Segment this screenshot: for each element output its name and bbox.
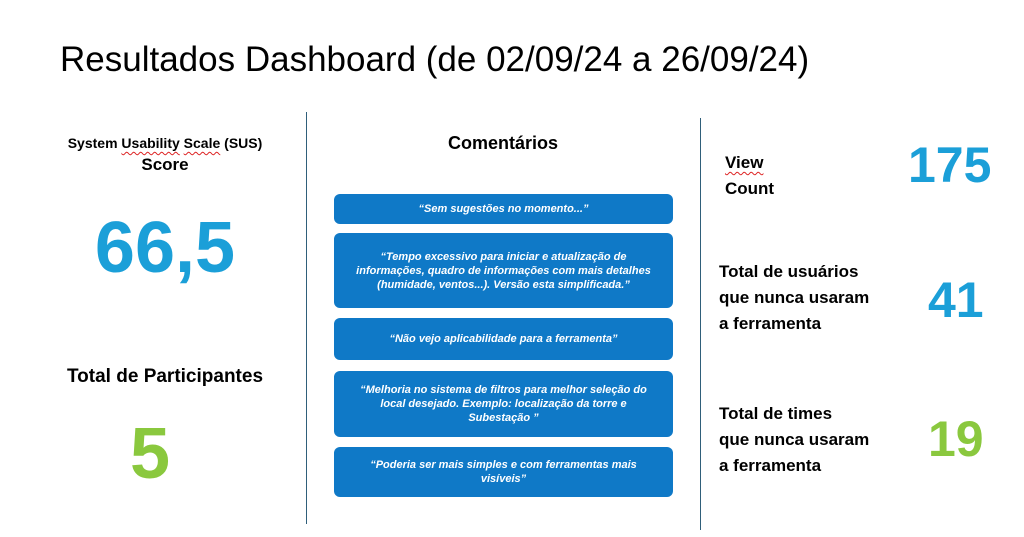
- teams-never-used-value: 19: [928, 411, 984, 467]
- page-title: Resultados Dashboard (de 02/09/24 a 26/09/24): [60, 40, 810, 79]
- sus-title-word: Scale: [183, 135, 221, 151]
- teams-never-used-label: [719, 401, 869, 479]
- view-count-label-line: View: [725, 153, 764, 172]
- sus-score-value: 66,5: [94, 208, 236, 288]
- sus-title: [40, 134, 290, 152]
- users-label-line: Total de usuários: [719, 262, 859, 281]
- column-divider-left: [306, 112, 307, 524]
- comments-title: Comentários: [447, 133, 559, 153]
- participants-value: 5: [129, 414, 171, 494]
- users-label-line: a ferramenta: [719, 314, 822, 333]
- view-count-value: 175: [908, 137, 992, 193]
- column-divider-right: [700, 118, 701, 530]
- comment-box: “Melhoria no sistema de filtros para melhor seleção do local desejado. Exemplo: localização da torre e Subestação ”: [334, 371, 673, 437]
- sus-score-label: Score: [141, 155, 189, 174]
- sus-title-word: (SUS): [224, 135, 263, 151]
- teams-label-line: Total de times: [719, 404, 833, 423]
- comment-box: “Não vejo aplicabilidade para a ferramenta”: [334, 318, 673, 360]
- view-count-label-line: Count: [725, 179, 775, 198]
- users-label-line: que nunca usaram: [719, 288, 870, 307]
- comment-box: “Sem sugestões no momento...”: [334, 194, 673, 224]
- users-never-used-value: 41: [928, 272, 984, 328]
- comment-box: “Tempo excessivo para iniciar e atualização de informações, quadro de informações com mais detalhes (humidade, ventos...). Versão esta simplificada.”: [334, 233, 673, 308]
- comment-box: “Poderia ser mais simples e com ferramentas mais visíveis”: [334, 447, 673, 497]
- teams-label-line: que nunca usaram: [719, 430, 870, 449]
- sus-title-word: Usability: [121, 135, 180, 151]
- users-never-used-label: [719, 259, 869, 337]
- teams-label-line: a ferramenta: [719, 456, 822, 475]
- view-count-label: [725, 150, 774, 202]
- sus-title-word: System: [67, 135, 118, 151]
- participants-label: Total de Participantes: [66, 366, 264, 387]
